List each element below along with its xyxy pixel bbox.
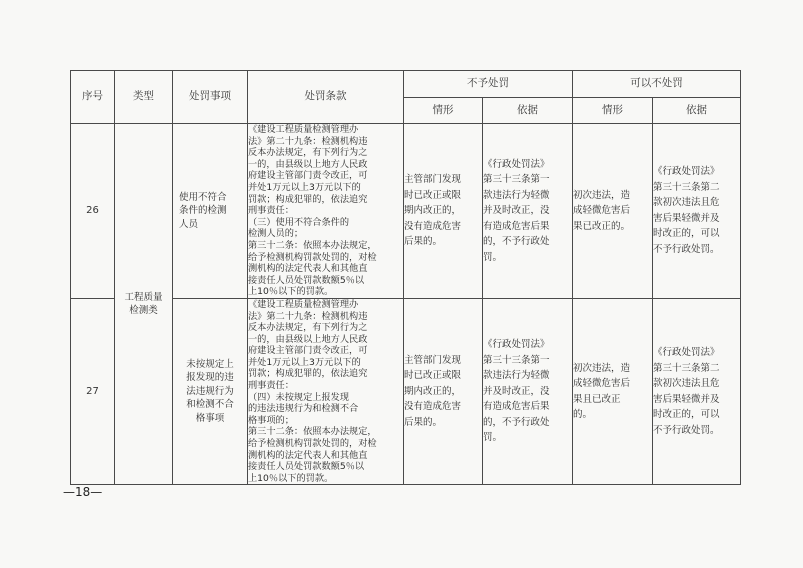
header-index: 序号 — [71, 71, 115, 124]
penalty-table — [70, 70, 741, 485]
no-penalty-basis: 《行政处罚法》 第三十三条第一 款违法行为轻微 并及时改正，没 有造成危害后果 的，不予行政处 罚。 — [483, 298, 573, 485]
penalty-matter: 使用不符合 条件的检测 人员 — [173, 124, 248, 299]
header-no-situation: 情形 — [404, 98, 483, 124]
no-penalty-situation: 主管部门发现 时已改正或限 期内改正的， 没有造成危害 后果的。 — [404, 124, 483, 299]
penalty-clause: 《建设工程质量检测管理办 法》第二十九条：检测机构违 反本办法规定，有下列行为之 一的，由县级以上地方人民政 府建设主管部门责令改正，可 并处1万元以上3万元以下的 罚款；构成犯罪的，依法追究 刑事责任： （三）使用不符合条件的 检测人员的； 第三十二条：依照本办法规定， 给予检测机构罚款处罚的，对检 测机构的法定代表人和其他直 接责任人员处罚款数额5％以 上10％以下的罚款。 — [248, 124, 404, 299]
header-may-basis: 依据 — [653, 98, 741, 124]
may-no-penalty-basis: 《行政处罚法》 第三十三条第二 款初次违法且危 害后果轻微并及 时改正的，可以 不予行政处罚。 — [653, 298, 741, 485]
header-matter: 处罚事项 — [173, 71, 248, 124]
may-no-penalty-situation: 初次违法，造 成轻微危害后 果且已改正 的。 — [573, 298, 653, 485]
header-no-basis: 依据 — [483, 98, 573, 124]
header-no-penalty: 不予处罚 — [404, 71, 573, 98]
penalty-matter: 未按规定上 报发现的违 法违规行为 和检测不合 格事项 — [173, 298, 248, 485]
no-penalty-situation: 主管部门发现 时已改正或限 期内改正的， 没有造成危害 后果的。 — [404, 298, 483, 485]
table-row — [71, 124, 741, 299]
header-may-no-penalty: 可以不处罚 — [573, 71, 741, 98]
row-index: 27 — [71, 298, 115, 485]
category-cell: 工程质量 检测类 — [115, 124, 173, 485]
row-index: 26 — [71, 124, 115, 299]
may-no-penalty-basis: 《行政处罚法》 第三十三条第二 款初次违法且危 害后果轻微并及 时改正的，可以 不予行政处罚。 — [653, 124, 741, 299]
penalty-clause: 《建设工程质量检测管理办 法》第二十九条：检测机构违 反本办法规定，有下列行为之 一的，由县级以上地方人民政 府建设主管部门责令改正，可 并处1万元以上3万元以下的 罚款；构成犯罪的，依法追究 刑事责任： （四）未按规定上报发现 的违法违规行为和检测不合 格事项的； 第三十二条：依照本办法规定， 给予检测机构罚款处罚的，对检 测机构的法定代表人和其他直 接责任人员处罚款数额5％以 上10％以下的罚款。 — [248, 298, 404, 485]
header-clause: 处罚条款 — [248, 71, 404, 124]
no-penalty-basis: 《行政处罚法》 第三十三条第一 款违法行为轻微 并及时改正，没 有造成危害后果 的，不予行政处 罚。 — [483, 124, 573, 299]
header-type: 类型 — [115, 71, 173, 124]
header-row-1 — [71, 71, 741, 98]
page-number: —18— — [63, 485, 103, 499]
may-no-penalty-situation: 初次违法，造 成轻微危害后 果已改正的。 — [573, 124, 653, 299]
header-may-situation: 情形 — [573, 98, 653, 124]
